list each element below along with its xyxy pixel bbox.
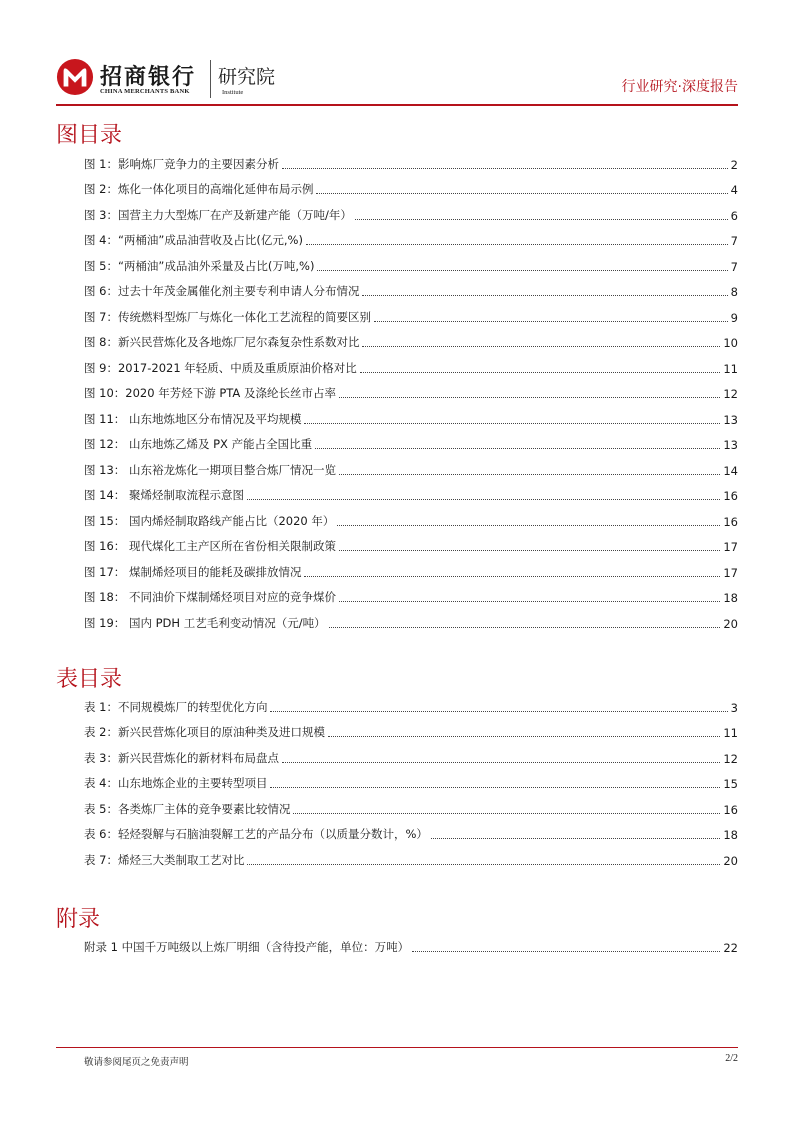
- toc-entry-label: 图 6：过去十年茂金属催化剂主要专利申请人分布情况: [84, 284, 360, 298]
- toc-entry[interactable]: [84, 427, 738, 453]
- toc-leader-dots: [431, 837, 720, 839]
- toc-entry-label: 图 4：“两桶油”成品油营收及占比(亿元,%): [84, 233, 303, 247]
- toc-leader-dots: [362, 294, 727, 296]
- toc-entry-label: 表 4：山东地炼企业的主要转型项目: [84, 776, 268, 790]
- toc-entry-page: 15: [723, 777, 738, 791]
- toc-entry-page: 16: [723, 802, 738, 817]
- toc-entry[interactable]: [84, 172, 738, 198]
- toc-entry[interactable]: [84, 350, 738, 376]
- toc-entry-label: 图 9：2017-2021 年轻质、中质及重质原油价格对比: [84, 360, 357, 375]
- toc-entry-page: 22: [723, 940, 738, 955]
- toc-leader-dots: [317, 269, 727, 271]
- toc-entry-page: 8: [730, 285, 738, 299]
- toc-entry[interactable]: [84, 223, 738, 249]
- header-divider: [210, 60, 211, 98]
- toc-entry[interactable]: [84, 478, 738, 504]
- toc-entry[interactable]: [84, 529, 738, 555]
- toc-entry-page: 18: [723, 828, 738, 842]
- toc-entry-page: 16: [723, 514, 738, 529]
- toc-entry-page: 11: [723, 726, 738, 740]
- toc-entry[interactable]: [84, 452, 738, 478]
- footer-disclaimer: 敬请参阅尾页之免责声明: [84, 1057, 189, 1068]
- toc-entry[interactable]: [84, 580, 738, 606]
- toc-entry[interactable]: [84, 248, 738, 274]
- toc-entry-label: 图 5：“两桶油”成品油外采量及占比(万吨,%): [84, 258, 315, 273]
- toc-leader-dots: [412, 950, 720, 952]
- toc-entry-page: 20: [723, 853, 738, 868]
- toc-entry-page: 2: [730, 157, 738, 172]
- toc-entry-page: 14: [723, 463, 738, 478]
- toc-entry-label: 图 14： 聚烯烃制取流程示意图: [84, 488, 244, 502]
- toc-entry[interactable]: [84, 197, 738, 223]
- bank-name-cn: 招商银行: [100, 64, 197, 90]
- footer-rule: [56, 1047, 738, 1048]
- toc-entry-page: 20: [723, 616, 738, 631]
- cmb-logo-icon: [56, 58, 94, 96]
- toc-leader-dots: [304, 422, 720, 424]
- toc-leader-dots: [328, 735, 720, 737]
- footer-page-number: 2/2: [725, 1053, 738, 1064]
- toc-entry[interactable]: [84, 503, 738, 529]
- toc-entry-page: 13: [723, 412, 738, 427]
- toc-entry[interactable]: [84, 766, 738, 792]
- toc-entry[interactable]: [84, 605, 738, 631]
- toc-entry-label: 图 7：传统燃料型炼厂与炼化一体化工艺流程的简要区别: [84, 309, 371, 324]
- toc-entry-page: 7: [730, 259, 738, 274]
- toc-entry-page: 4: [730, 183, 738, 197]
- toc-entry[interactable]: [84, 929, 738, 955]
- toc-leader-dots: [355, 218, 728, 220]
- toc-entry-page: 9: [730, 310, 738, 325]
- toc-leader-dots: [282, 761, 720, 763]
- toc-entry-page: 16: [723, 489, 738, 503]
- toc-entry[interactable]: [84, 554, 738, 580]
- appendix-toc-list: [84, 929, 738, 955]
- toc-entry[interactable]: [84, 817, 738, 843]
- toc-entry-label: 表 3：新兴民营炼化的新材料布局盘点: [84, 750, 279, 765]
- toc-entry-label: 图 3：国营主力大型炼厂在产及新建产能（万吨/年）: [84, 207, 352, 222]
- toc-entry-label: 图 11： 山东地炼地区分布情况及平均规模: [84, 411, 302, 426]
- toc-entry[interactable]: [84, 376, 738, 402]
- toc-leader-dots: [304, 575, 720, 577]
- toc-entry[interactable]: [84, 842, 738, 868]
- toc-entry-label: 图 8：新兴民营炼化及各地炼厂尼尔森复杂性系数对比: [84, 335, 360, 349]
- toc-leader-dots: [360, 371, 721, 373]
- toc-leader-dots: [247, 498, 720, 500]
- toc-entry[interactable]: [84, 689, 738, 715]
- toc-leader-dots: [337, 524, 720, 526]
- page-header: [56, 56, 738, 102]
- toc-entry[interactable]: [84, 299, 738, 325]
- toc-entry-page: 7: [730, 234, 738, 248]
- toc-entry-label: 表 5：各类炼厂主体的竞争要素比较情况: [84, 801, 291, 816]
- toc-entry-label: 图 18： 不同油价下煤制烯烃项目对应的竞争煤价: [84, 590, 336, 604]
- toc-leader-dots: [339, 549, 720, 551]
- report-type: 行业研究·深度报告: [621, 79, 738, 95]
- toc-entry-page: 13: [723, 438, 738, 452]
- toc-leader-dots: [339, 473, 720, 475]
- toc-leader-dots: [247, 863, 720, 865]
- toc-entry-page: 17: [723, 565, 738, 580]
- header-rule: [56, 104, 738, 106]
- toc-entry-page: 11: [723, 361, 738, 376]
- toc-entry-label: 表 6：轻烃裂解与石脑油裂解工艺的产品分布（以质量分数计，%）: [84, 827, 428, 841]
- toc-entry-page: 12: [723, 387, 738, 401]
- toc-entry-label: 表 7：烯烃三大类制取工艺对比: [84, 852, 245, 867]
- toc-entry-label: 图 15： 国内烯烃制取路线产能占比（2020 年）: [84, 513, 335, 528]
- toc-entry-label: 图 10：2020 年芳烃下游 PTA 及涤纶长丝市占率: [84, 386, 336, 400]
- toc-leader-dots: [270, 710, 727, 712]
- toc-leader-dots: [316, 192, 727, 194]
- toc-entry[interactable]: [84, 274, 738, 300]
- toc-entry[interactable]: [84, 325, 738, 351]
- toc-leader-dots: [282, 167, 728, 169]
- toc-leader-dots: [339, 396, 720, 398]
- toc-entry-label: 图 12： 山东地炼乙烯及 PX 产能占全国比重: [84, 437, 313, 451]
- toc-entry[interactable]: [84, 791, 738, 817]
- toc-leader-dots: [362, 345, 720, 347]
- toc-leader-dots: [293, 812, 720, 814]
- toc-entry-label: 图 16： 现代煤化工主产区所在省份相关限制政策: [84, 539, 336, 553]
- toc-entry-page: 17: [723, 540, 738, 554]
- toc-entry-label: 图 13： 山东裕龙炼化一期项目整合炼厂情况一览: [84, 462, 336, 477]
- institute-name-cn: 研究院: [218, 66, 276, 88]
- toc-entry[interactable]: [84, 146, 738, 172]
- toc-entry[interactable]: [84, 740, 738, 766]
- toc-entry-label: 图 2：炼化一体化项目的高端化延伸布局示例: [84, 182, 314, 196]
- table-toc-list: [84, 689, 738, 868]
- toc-entry[interactable]: [84, 401, 738, 427]
- toc-leader-dots: [339, 600, 720, 602]
- toc-entry-label: 附录 1 中国千万吨级以上炼厂明细（含待投产能，单位：万吨）: [84, 939, 410, 954]
- toc-entry-page: 18: [723, 591, 738, 605]
- appendix-toc-title: 附录: [56, 907, 101, 932]
- figure-toc-list: [84, 146, 738, 631]
- toc-entry-page: 6: [730, 208, 738, 223]
- toc-leader-dots: [374, 320, 728, 322]
- figure-toc-title: 图目录: [56, 123, 123, 148]
- toc-entry-label: 图 1：影响炼厂竞争力的主要因素分析: [84, 156, 279, 171]
- toc-entry-label: 图 19： 国内 PDH 工艺毛利变动情况（元/吨）: [84, 615, 326, 630]
- toc-leader-dots: [306, 243, 728, 245]
- institute-name-en: Institute: [222, 89, 244, 96]
- toc-leader-dots: [315, 447, 720, 449]
- toc-entry-page: 12: [723, 751, 738, 766]
- toc-entry-label: 表 1：不同规模炼厂的转型优化方向: [84, 699, 268, 714]
- toc-entry-label: 表 2：新兴民营炼化项目的原油种类及进口规模: [84, 725, 325, 739]
- bank-name-en: CHINA MERCHANTS BANK: [100, 88, 190, 95]
- table-toc-title: 表目录: [56, 667, 123, 692]
- toc-entry-page: 10: [723, 336, 738, 350]
- toc-entry[interactable]: [84, 715, 738, 741]
- toc-entry-page: 3: [730, 700, 738, 715]
- toc-leader-dots: [270, 786, 720, 788]
- toc-leader-dots: [329, 626, 721, 628]
- toc-entry-label: 图 17： 煤制烯烃项目的能耗及碳排放情况: [84, 564, 302, 579]
